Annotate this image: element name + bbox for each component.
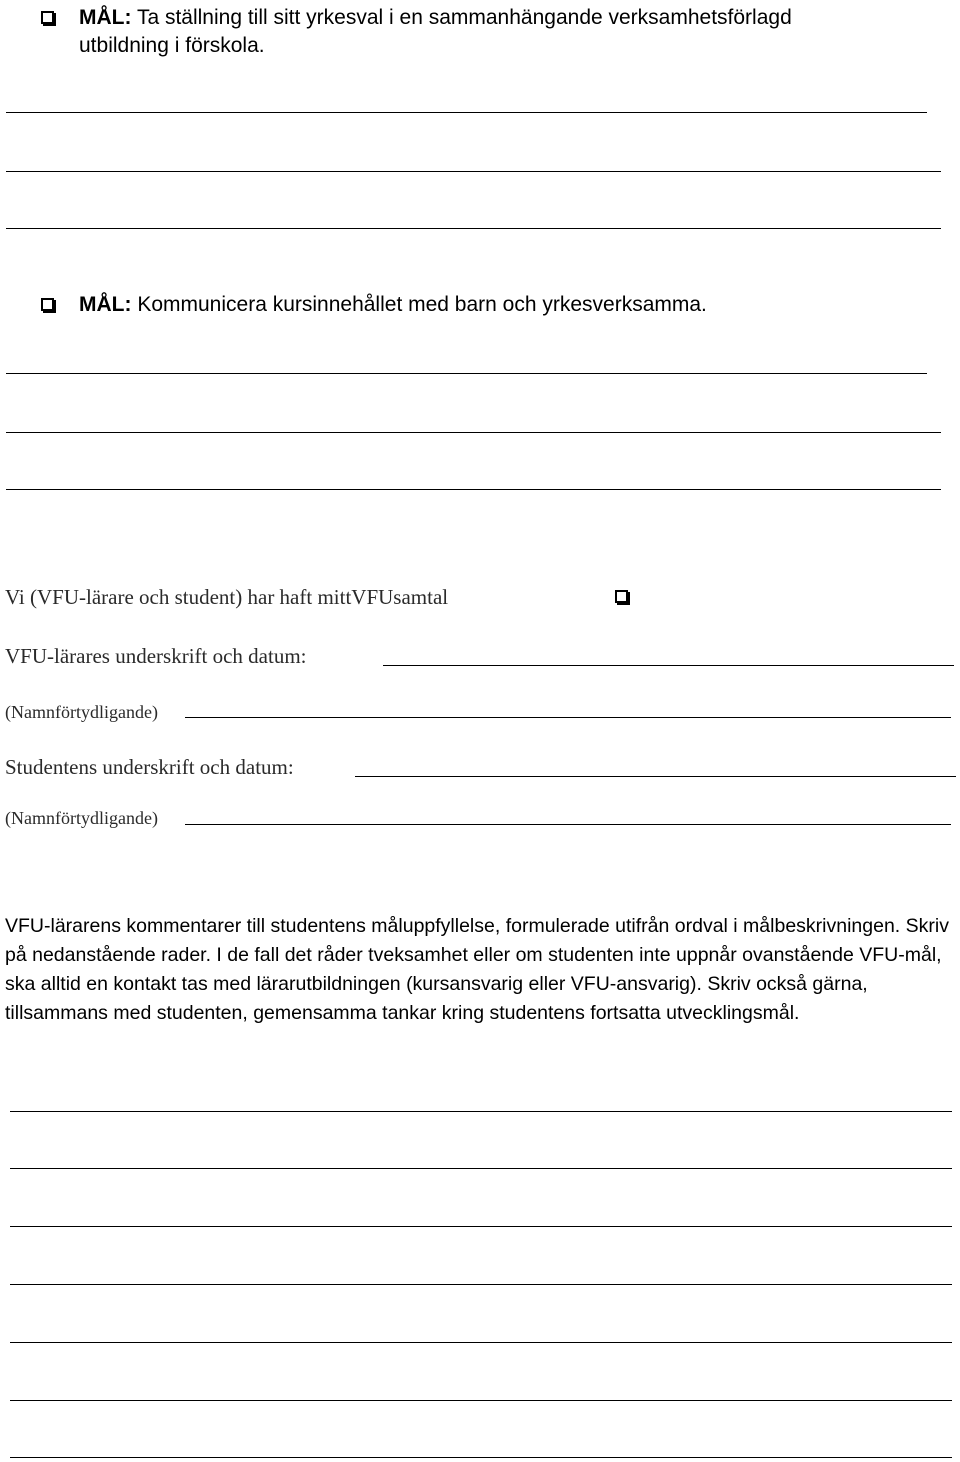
goal-1-checkbox[interactable] xyxy=(41,11,54,24)
goal-1-line2: utbildning i förskola. xyxy=(79,34,265,57)
student-name-clarification-label: (Namnförtydligande) xyxy=(5,808,158,828)
goal-1-answer-line-1[interactable] xyxy=(6,112,927,113)
comment-line-6[interactable] xyxy=(10,1400,952,1401)
comment-line-2[interactable] xyxy=(10,1168,952,1169)
comment-line-5[interactable] xyxy=(10,1342,952,1343)
goal-1-answer-line-3[interactable] xyxy=(6,228,941,229)
comment-line-7[interactable] xyxy=(10,1457,952,1458)
goal-2-line1: Kommunicera kursinnehållet med barn och yrkesverksamma. xyxy=(131,293,707,316)
teacher-name-clarification-label: (Namnförtydligande) xyxy=(5,702,158,722)
conversation-label: Vi (VFU-lärare och student) har haft mittVFUsamtal xyxy=(5,585,449,609)
goal-1-prefix: MÅL: xyxy=(79,6,132,29)
comment-instructions: VFU-lärarens kommentarer till studentens måluppfyllelse, formulerade utifrån ordval i målbeskrivningen. Skriv på nedanstående rader. I de fall det råder tveksamhet eller om studenten inte uppnår ovanstående VFU-mål, ska alltid en kontakt tas med lärarutbildningen (kursansvarig eller VFU-ansvarig). Skriv också gärna, tillsammans med studenten, gemensamma tankar kring studentens fortsatta utvecklingsmål. xyxy=(5,915,949,1024)
teacher-signature-line[interactable] xyxy=(383,665,954,666)
teacher-name-clarification-line[interactable] xyxy=(185,717,951,718)
goal-2-checkbox[interactable] xyxy=(41,298,54,311)
goal-2-prefix: MÅL: xyxy=(79,293,132,316)
goal-2-answer-line-3[interactable] xyxy=(6,489,941,490)
teacher-signature-label: VFU-lärares underskrift och datum: xyxy=(5,644,307,668)
goal-1-answer-line-2[interactable] xyxy=(6,171,941,172)
student-signature-label: Studentens underskrift och datum: xyxy=(5,755,294,779)
comment-line-1[interactable] xyxy=(10,1111,952,1112)
goal-2-answer-line-1[interactable] xyxy=(6,373,927,374)
goal-1-text xyxy=(79,4,792,32)
comment-line-3[interactable] xyxy=(10,1226,952,1227)
goal-1-line1: Ta ställning till sitt yrkesval i en sammanhängande verksamhetsförlagd xyxy=(131,6,792,29)
student-name-clarification-line[interactable] xyxy=(185,824,951,825)
goal-2-answer-line-2[interactable] xyxy=(6,432,941,433)
student-signature-line[interactable] xyxy=(355,776,956,777)
conversation-checkbox[interactable] xyxy=(615,590,628,603)
comment-line-4[interactable] xyxy=(10,1284,952,1285)
goal-2-text xyxy=(79,291,707,319)
